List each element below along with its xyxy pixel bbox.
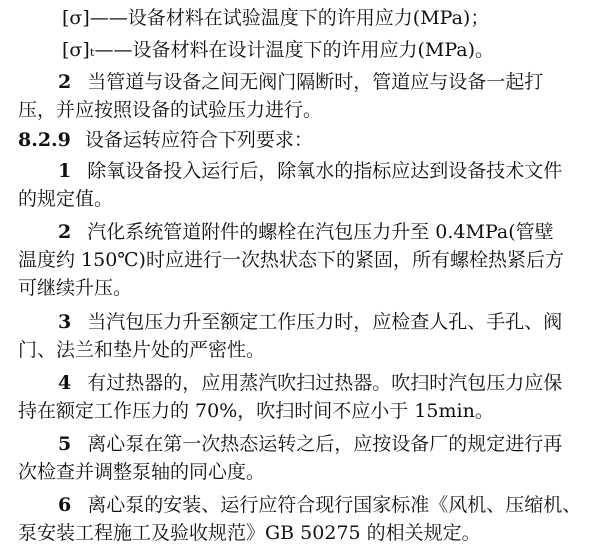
item-text: 当汽包压力升至额定工作压力时，应检查人孔、手孔、阀 bbox=[87, 311, 563, 333]
item-text: 离心泵在第一次热态运转之后，应按设备厂的规定进行再 bbox=[87, 433, 563, 455]
item-number: 1 bbox=[58, 160, 72, 182]
item-text: 泵安装工程施工及验收规范》GB 50275 的相关规定。 bbox=[18, 522, 481, 544]
list-item-5-line-1 bbox=[58, 432, 562, 456]
item-text: 温度约 150℃)时应进行一次热状态下的紧固，所有螺栓热紧后方 bbox=[18, 249, 564, 271]
item-number: 3 bbox=[58, 311, 72, 333]
list-item-3-line-1 bbox=[58, 310, 562, 334]
clause-heading bbox=[18, 128, 313, 152]
item-text: 门、法兰和垫片处的严密性。 bbox=[18, 339, 266, 361]
item-text: 可继续升压。 bbox=[18, 277, 133, 299]
symbol-sigma-t: [σ]ₜ bbox=[62, 39, 95, 61]
clause-number: 8.2.9 bbox=[18, 129, 71, 151]
item-text: 汽化系统管道附件的螺栓在汽包压力升至 0.4MPa(管壁 bbox=[87, 221, 554, 243]
item-number: 4 bbox=[58, 372, 72, 394]
definition-line-2 bbox=[62, 38, 494, 62]
definition-text: ——设备材料在试验温度下的许用应力(MPa)； bbox=[89, 7, 490, 29]
list-item-4-line-1 bbox=[58, 371, 562, 395]
definition-text: ——设备材料在设计温度下的许用应力(MPa)。 bbox=[94, 39, 495, 61]
item-text: 压，并应按照设备的试验压力进行。 bbox=[18, 99, 323, 121]
list-item-6-line-1 bbox=[58, 493, 581, 517]
list-item-4-line-2 bbox=[18, 399, 494, 423]
item-2-line-1 bbox=[58, 70, 543, 94]
symbol-sigma: [σ] bbox=[62, 7, 90, 29]
clause-text: 设备运转应符合下列要求： bbox=[84, 129, 313, 151]
item-2-line-2 bbox=[18, 98, 322, 122]
item-number: 5 bbox=[58, 433, 72, 455]
item-text: 除氧设备投入运行后，除氧水的指标应达到设备技术文件 bbox=[87, 160, 563, 182]
item-text: 次检查并调整泵轴的同心度。 bbox=[18, 461, 266, 483]
item-text: 离心泵的安装、运行应符合现行国家标准《风机、压缩机、 bbox=[87, 494, 582, 516]
definition-line-1 bbox=[62, 6, 489, 30]
list-item-6-line-2 bbox=[18, 521, 481, 545]
list-item-2-line-3 bbox=[18, 276, 132, 300]
list-item-3-line-2 bbox=[18, 338, 265, 362]
list-item-2-line-1 bbox=[58, 220, 554, 244]
item-text: 的规定值。 bbox=[18, 188, 114, 210]
item-text: 有过热器的，应用蒸汽吹扫过热器。吹扫时汽包压力应保 bbox=[87, 372, 563, 394]
item-number: 2 bbox=[58, 221, 72, 243]
item-text: 持在额定工作压力的 70%，吹扫时间不应小于 15min。 bbox=[18, 400, 494, 422]
item-number: 2 bbox=[58, 71, 72, 93]
list-item-5-line-2 bbox=[18, 460, 265, 484]
list-item-1-line-2 bbox=[18, 187, 113, 211]
list-item-2-line-2 bbox=[18, 248, 564, 272]
item-number: 6 bbox=[58, 494, 72, 516]
list-item-1-line-1 bbox=[58, 159, 562, 183]
item-text: 当管道与设备之间无阀门隔断时，管道应与设备一起打 bbox=[87, 71, 544, 93]
